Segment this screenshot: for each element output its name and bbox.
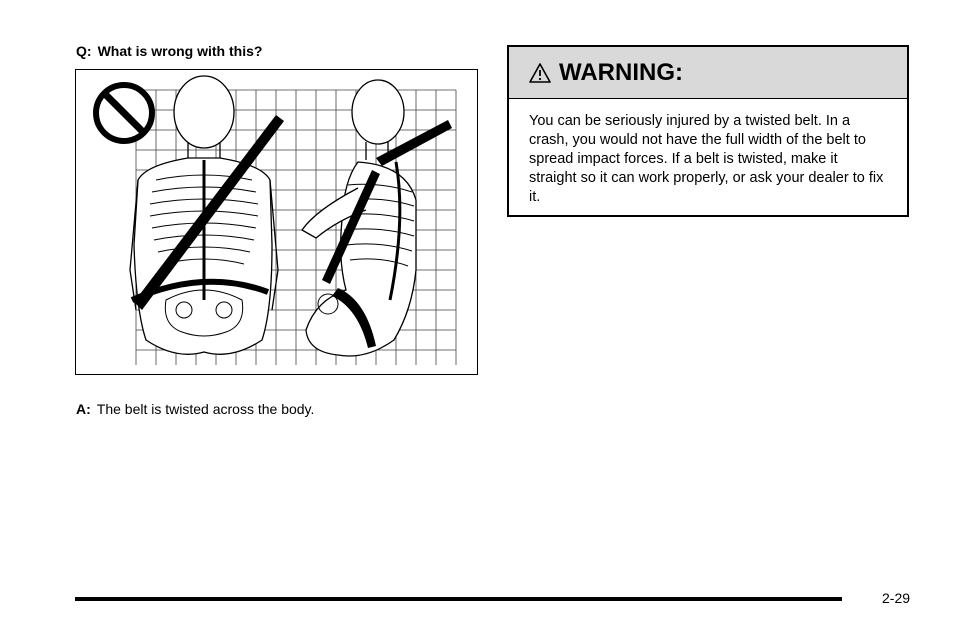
twisted-belt-illustration: [75, 69, 478, 375]
warning-header: [509, 47, 907, 99]
prohibition-icon: [96, 85, 152, 141]
question: [76, 43, 262, 59]
answer: [76, 401, 314, 417]
warning-box: [507, 45, 909, 217]
footer-rule: [75, 597, 842, 601]
illustration-svg: [76, 70, 477, 374]
question-prefix: Q:: [76, 43, 92, 59]
answer-prefix: A:: [76, 401, 91, 417]
warning-title: WARNING:: [559, 58, 683, 86]
page-number: 2-29: [882, 590, 911, 606]
question-text: What is wrong with this?: [97, 43, 263, 59]
answer-text: The belt is twisted across the body.: [96, 401, 315, 417]
warning-triangle-icon: [529, 63, 551, 83]
warning-body: You can be seriously injured by a twisted belt. In a crash, you would not have the full width of the belt to spread impact forces. If a belt is twisted, make it straight so it can work properly, or ask your dealer to fix it.: [529, 113, 884, 205]
